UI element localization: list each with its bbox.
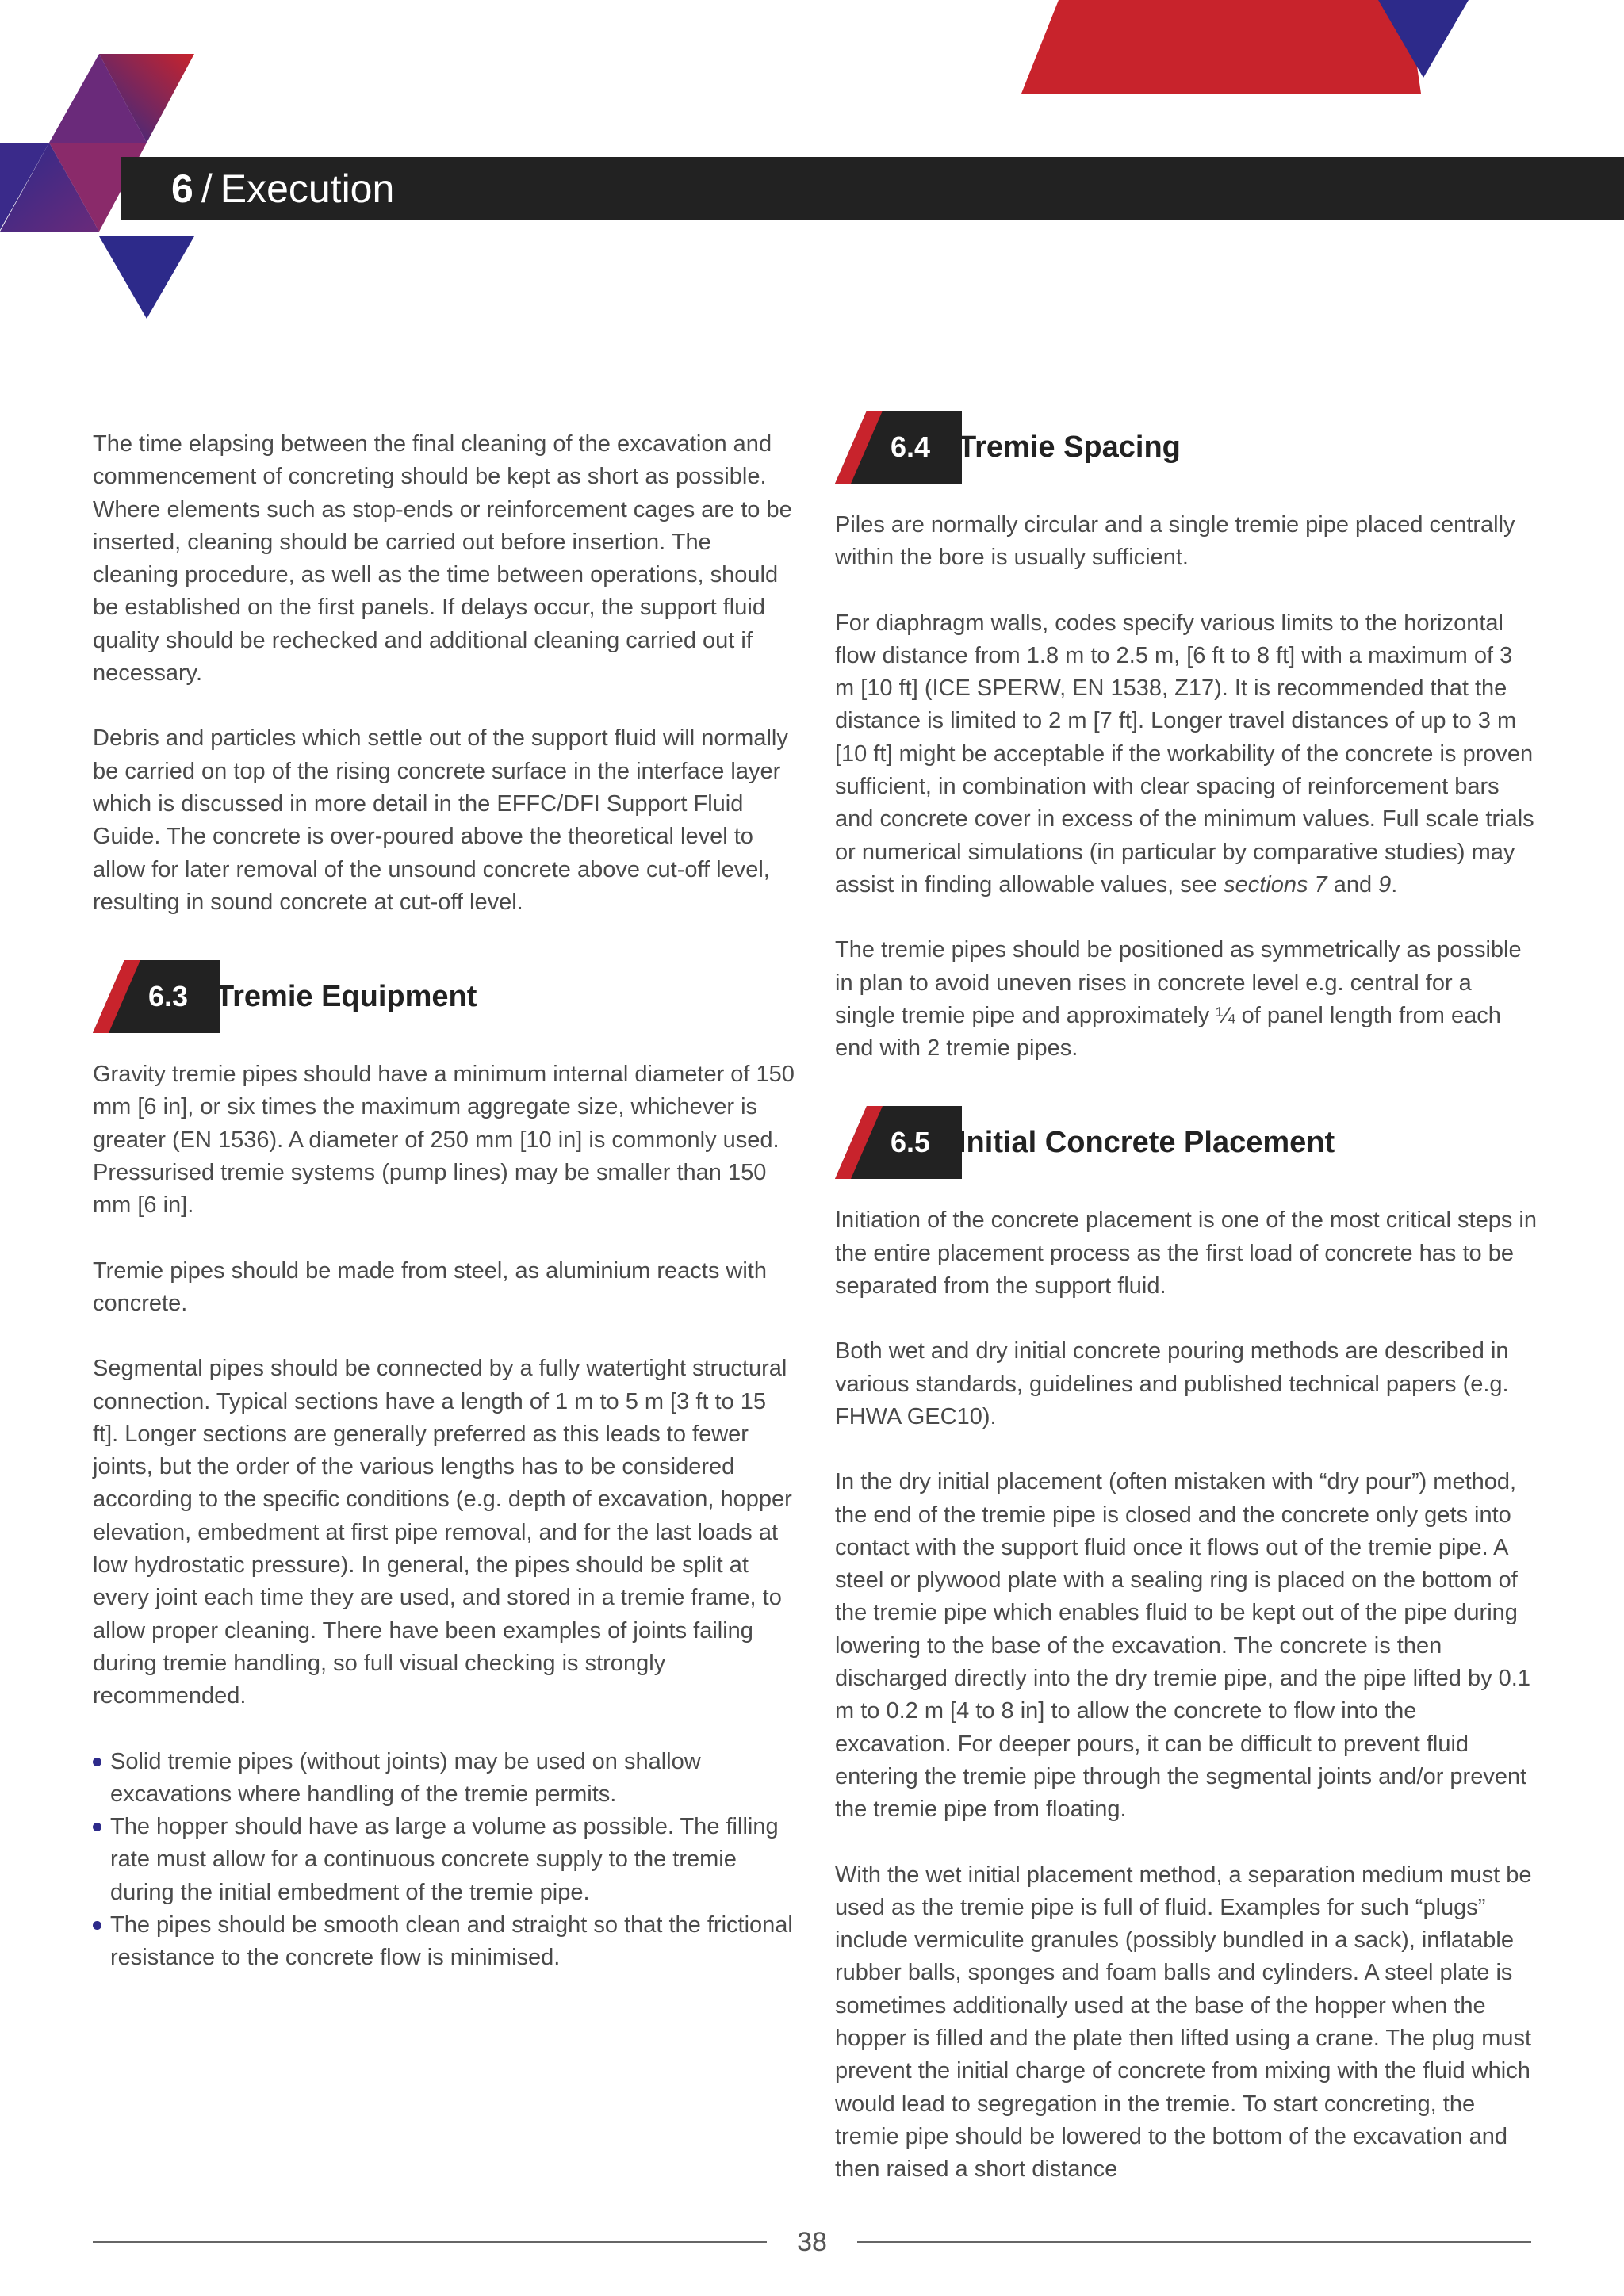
section-6-4-paragraph-2: For diaphragm walls, codes specify various limits to the horizontal flow distance from 1.8 m to 2.5 m, [6 ft to 8 ft] with a maximum of 3 m [10 ft] (ICE SPERW, EN 1538, Z17). It is recommended that the distance is limited to 2 m [7 ft]. Longer travel distances of up to 3 m [10 ft] might be acceptable if the workability of the concrete is proven sufficient, in combination with clear spacing of reinforcement bars and concrete cover in excess of the minimum values. Full scale trials or numerical simulations (in particular by comparative studies) may assist in finding allowable values, see sections 7 and 9. [835, 610, 1534, 897]
section-heading-6-5 [835, 1106, 1537, 1179]
section-title: Tremie Equipment [216, 980, 477, 1014]
intro-paragraph-2: Debris and particles which settle out of the support fluid will normally be carried on top of the rising concrete surface in the interface layer which is discussed in more detail in the EFFC/DFI Support Fluid Guide. The concrete is over-poured above the theoretical level to allow for later removal of the unsound concrete above cut-off level, resulting in sound concrete at cut-off level. [93, 725, 788, 915]
decor-triangle-red-top [1021, 0, 1421, 94]
section-heading-6-3 [93, 960, 795, 1033]
list-item: The pipes should be smooth clean and straight so that the frictional resistance to the concrete flow is minimised. [93, 1909, 795, 1975]
footer-rule-left [93, 2241, 767, 2243]
section-title: Tremie Spacing [958, 430, 1181, 464]
section-reference: 9 [1378, 871, 1392, 897]
section-6-3-paragraph-3: Segmental pipes should be connected by a fully watertight structural connection. Typical sections have a length of 1 m to 5 m [3 ft to 15 ft]. Longer sections are generally preferred as this leads to fewer joints, but the order of the various lengths has to be considered according to the specific conditions (e.g. depth of excavation, hopper elevation, embedment at first pipe removal, and for the last loads at low hydrostatic pressure). In general, the pipes should be split at every joint each time they are used, and stored in a tremie frame, to allow proper cleaning. There have been examples of joints failing during tremie handling, so full visual checking is strongly recommended. [93, 1356, 792, 1709]
bullet-icon [93, 1921, 102, 1930]
intro-paragraph-1: The time elapsing between the final cleaning of the excavation and commencement of concreting should be kept as short as possible. Where elements such as stop-ends or reinforcement cages are to be inserted, cleaning should be carried out before insertion. The cleaning procedure, as well as the time between operations, should be established on the first panels. If delays occur, the support fluid quality should be rechecked and additional cleaning carried out if necessary. [93, 431, 792, 687]
chapter-title [171, 162, 394, 216]
section-6-5-paragraph-2: Both wet and dry initial concrete pouring methods are described in various standards, guidelines and published technical papers (e.g. FHWA GEC10). [835, 1338, 1509, 1429]
section-number: 6.3 [147, 980, 189, 1013]
section-title: Initial Concrete Placement [958, 1126, 1335, 1160]
left-column [93, 428, 795, 1975]
section-6-5-paragraph-1: Initiation of the concrete placement is one of the most critical steps in the entire placement process as the first load of concrete has to be separated from the support fluid. [835, 1207, 1537, 1299]
section-heading-6-4 [835, 411, 1537, 484]
section-6-3-paragraph-2: Tremie pipes should be made from steel, as aluminium reacts with concrete. [93, 1257, 767, 1316]
list-item: The hopper should have as large a volume as possible. The filling rate must allow for a continuous concrete supply to the tremie during the initial embedment of the tremie pipe. [93, 1811, 795, 1909]
section-number: 6.5 [890, 1126, 931, 1159]
chapter-name: Execution [220, 166, 395, 211]
section-6-5-paragraph-3: In the dry initial placement (often mistaken with “dry pour”) method, the end of the tremie pipe is closed and the concrete only gets into contact with the support fluid once it flows out of the tremie pipe. A steel or plywood plate with a sealing ring is placed on the bottom of the tremie pipe which enables fluid to be kept out of the pipe during lowering to the base of the excavation. The concrete is then discharged directly into the dry tremie pipe, and the pipe lifted by 0.1 m to 0.2 m [4 to 8 in] to allow the concrete to flow into the excavation. For deeper pours, it can be difficult to prevent fluid entering the tremie pipe through the segmental joints and/or prevent the tremie pipe from floating. [835, 1469, 1530, 1823]
bullet-icon [93, 1823, 102, 1831]
bullet-icon [93, 1758, 102, 1766]
footer-rule-right [857, 2241, 1531, 2243]
chapter-number: 6 [171, 166, 193, 211]
section-6-3-bullet-list [93, 1746, 795, 1975]
section-6-4-paragraph-3: The tremie pipes should be positioned as symmetrically as possible in plan to avoid uneven rises in concrete level e.g. central for a single tremie pipe and approximately ¼ of panel length from each end with 2 tremie pipes. [835, 937, 1522, 1062]
section-6-3-paragraph-1: Gravity tremie pipes should have a minimum internal diameter of 150 mm [6 in], or six times the maximum aggregate size, whichever is greater (EN 1536). A diameter of 250 mm [10 in] is commonly used. Pressurised tremie systems (pump lines) may be smaller than 150 mm [6 in]. [93, 1062, 795, 1219]
page-number: 38 [797, 2227, 827, 2257]
decor-triangle-6 [99, 236, 194, 319]
section-6-5-paragraph-4: With the wet initial placement method, a separation medium must be used as the tremie pipe is full of fluid. Examples for such “plugs” include vermiculite granules (possibly bundled in a sack), inflatable rubber balls, sponges and foam balls and cylinders. A steel plate is sometimes additionally used at the base of the hopper when the hopper is filled and the plate then lifted using a crane. The plug must prevent the initial charge of concrete from mixing with the fluid which would lead to segregation in the tremie. To start concreting, the tremie pipe should be lowered to the bottom of the excavation and then raised a short distance [835, 1862, 1532, 2183]
section-reference: sections 7 [1224, 871, 1327, 897]
list-item: Solid tremie pipes (without joints) may be used on shallow excavations where handling of the tremie permits. [93, 1746, 795, 1812]
right-column [835, 411, 1537, 2218]
section-number: 6.4 [890, 430, 931, 463]
section-6-4-paragraph-1: Piles are normally circular and a single tremie pipe placed centrally within the bore is usually sufficient. [835, 512, 1515, 571]
chapter-separator: / [201, 166, 213, 211]
